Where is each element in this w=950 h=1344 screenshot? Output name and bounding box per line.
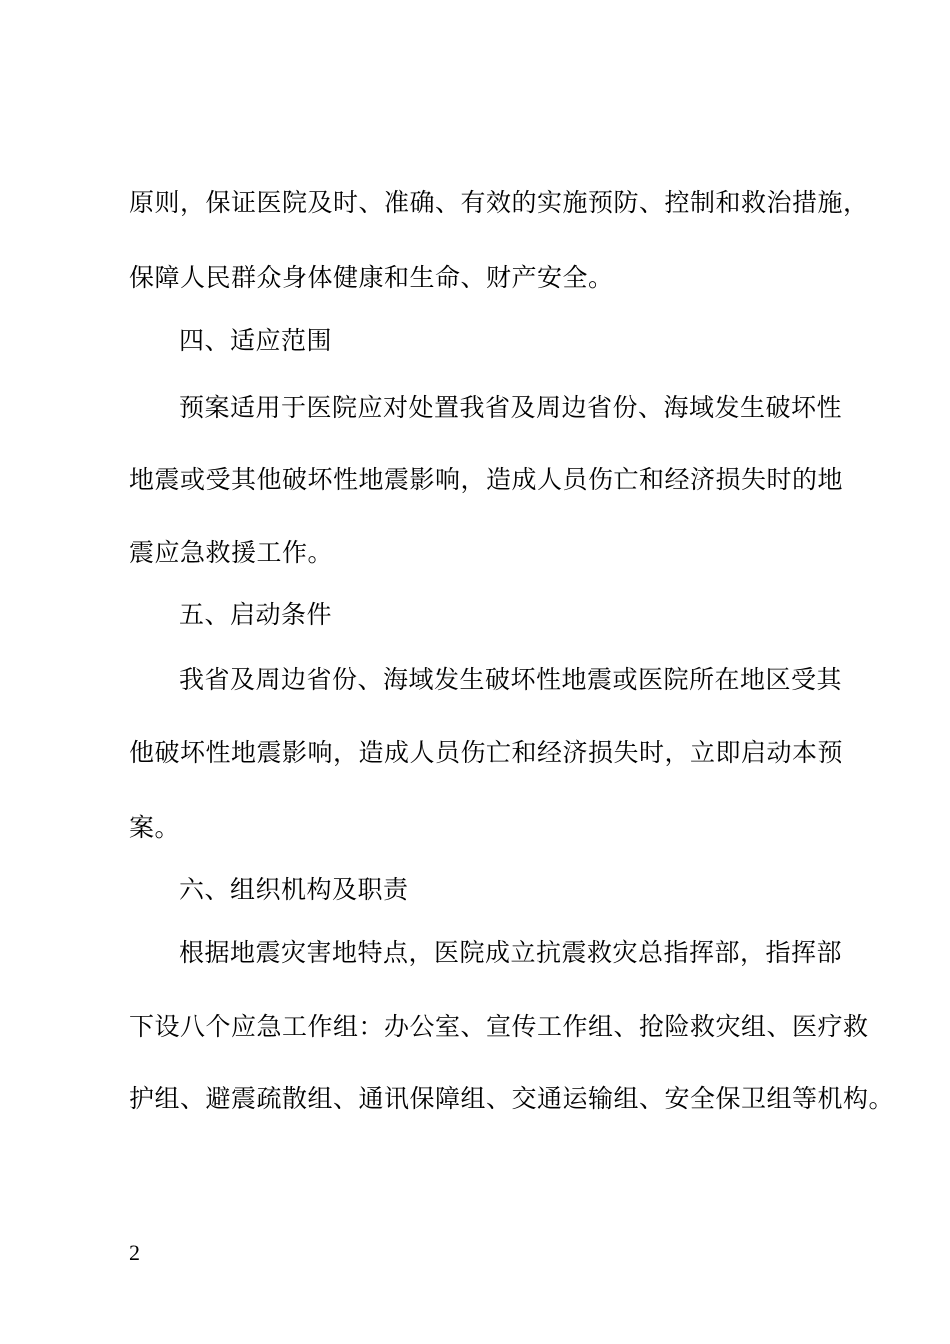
paragraph-line: 震应急救援工作。 <box>129 538 334 567</box>
paragraph-line: 原则，保证医院及时、准确、有效的实施预防、控制和救治措施， <box>129 188 869 217</box>
paragraph-line: 预案适用于医院应对处置我省及周边省份、海域发生破坏性 <box>179 393 843 422</box>
section-heading: 四、适应范围 <box>179 326 333 355</box>
paragraph-line: 案。 <box>129 813 181 842</box>
paragraph-line: 我省及周边省份、海域发生破坏性地震或医院所在地区受其 <box>179 665 843 694</box>
paragraph-line: 地震或受其他破坏性地震影响，造成人员伤亡和经济损失时的地 <box>129 465 844 494</box>
paragraph-line: 根据地震灾害地特点，医院成立抗震救灾总指挥部，指挥部 <box>179 938 843 967</box>
paragraph-line: 保障人民群众身体健康和生命、财产安全。 <box>129 263 614 292</box>
page-number: 2 <box>129 1240 140 1265</box>
paragraph-line: 下设八个应急工作组：办公室、宣传工作组、抢险救灾组、医疗救 <box>129 1012 869 1041</box>
section-heading: 五、启动条件 <box>179 600 333 629</box>
section-heading: 六、组织机构及职责 <box>179 875 409 904</box>
paragraph-line: 他破坏性地震影响，造成人员伤亡和经济损失时，立即启动本预 <box>129 738 844 767</box>
paragraph-line: 护组、避震疏散组、通讯保障组、交通运输组、安全保卫组等机构。 <box>129 1084 895 1113</box>
